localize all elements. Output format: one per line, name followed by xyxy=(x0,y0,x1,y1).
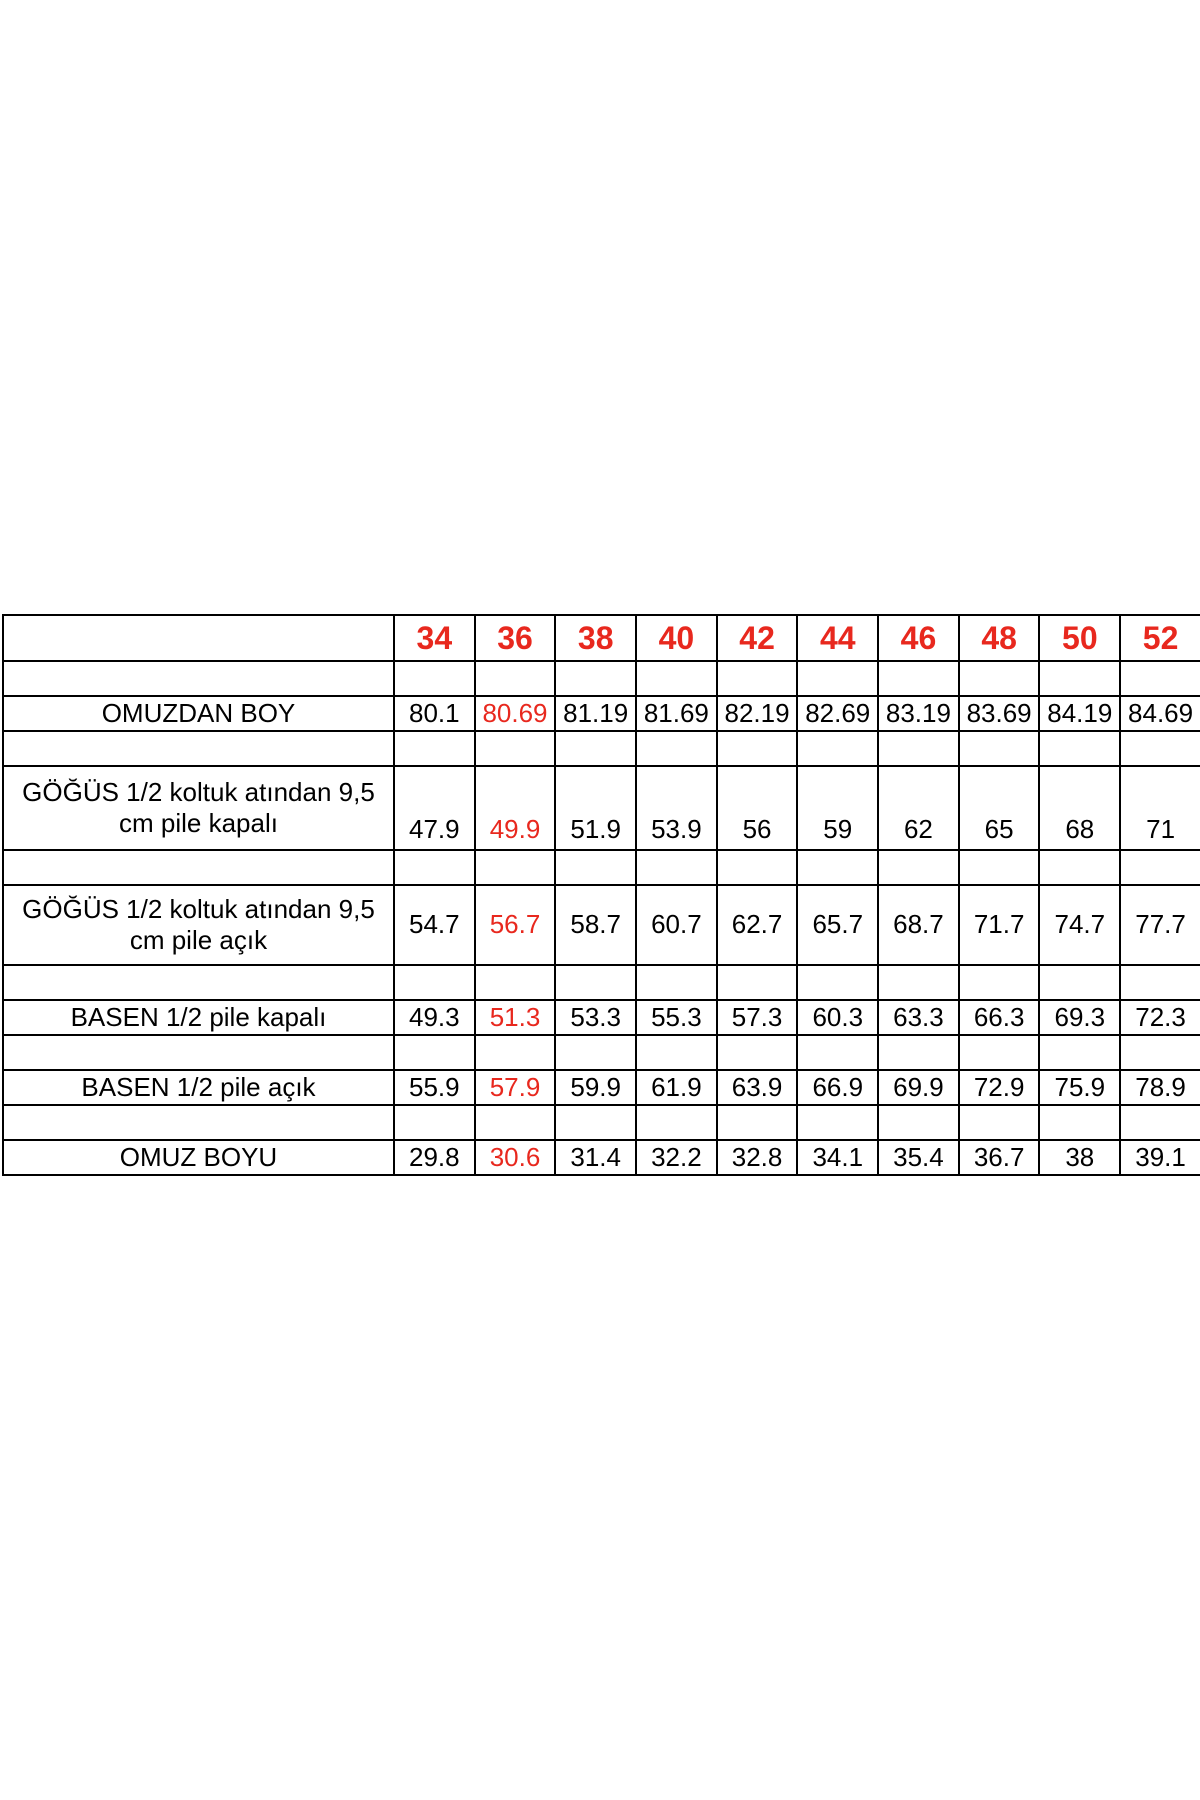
empty-cell xyxy=(475,1035,556,1070)
empty-cell xyxy=(717,850,798,885)
empty-cell xyxy=(475,850,556,885)
table-body xyxy=(3,615,1200,1175)
measurement-value: 56.7 xyxy=(475,885,556,965)
empty-cell xyxy=(1120,1105,1200,1140)
measurement-value: 72.3 xyxy=(1120,1000,1200,1035)
empty-cell xyxy=(394,661,475,696)
measurement-value: 68.7 xyxy=(878,885,959,965)
measurement-value: 53.3 xyxy=(555,1000,636,1035)
measurement-label: GÖĞÜS 1/2 koltuk atından 9,5 cm pile kapalı xyxy=(3,766,394,850)
measurement-row xyxy=(3,1000,1200,1035)
empty-cell xyxy=(797,850,878,885)
measurement-value: 34.1 xyxy=(797,1140,878,1175)
size-header-36: 36 xyxy=(475,615,556,661)
empty-cell xyxy=(475,965,556,1000)
empty-cell xyxy=(959,731,1040,766)
measurement-value: 78.9 xyxy=(1120,1070,1200,1105)
measurement-value: 63.3 xyxy=(878,1000,959,1035)
size-chart xyxy=(0,614,1200,1176)
measurement-value: 62 xyxy=(878,766,959,850)
empty-cell xyxy=(797,731,878,766)
size-header-50: 50 xyxy=(1039,615,1120,661)
empty-cell xyxy=(959,965,1040,1000)
measurement-value: 65 xyxy=(959,766,1040,850)
measurement-label: GÖĞÜS 1/2 koltuk atından 9,5 cm pile açık xyxy=(3,885,394,965)
measurement-value: 32.2 xyxy=(636,1140,717,1175)
measurement-value: 74.7 xyxy=(1039,885,1120,965)
empty-cell xyxy=(1039,850,1120,885)
measurement-value: 83.19 xyxy=(878,696,959,731)
measurement-value: 66.9 xyxy=(797,1070,878,1105)
measurement-value: 36.7 xyxy=(959,1140,1040,1175)
empty-cell xyxy=(1120,965,1200,1000)
empty-cell xyxy=(959,1105,1040,1140)
spacer-row xyxy=(3,731,1200,766)
measurement-value: 61.9 xyxy=(636,1070,717,1105)
empty-cell xyxy=(555,1035,636,1070)
measurement-value: 83.69 xyxy=(959,696,1040,731)
measurement-value: 60.3 xyxy=(797,1000,878,1035)
measurement-label: BASEN 1/2 pile açık xyxy=(3,1070,394,1105)
measurement-value: 69.3 xyxy=(1039,1000,1120,1035)
empty-cell xyxy=(394,731,475,766)
measurement-value: 84.69 xyxy=(1120,696,1200,731)
empty-cell xyxy=(636,1105,717,1140)
measurement-value: 31.4 xyxy=(555,1140,636,1175)
measurement-label: BASEN 1/2 pile kapalı xyxy=(3,1000,394,1035)
empty-cell xyxy=(1039,661,1120,696)
empty-cell xyxy=(1039,1035,1120,1070)
measurement-value: 84.19 xyxy=(1039,696,1120,731)
empty-cell xyxy=(3,1035,394,1070)
measurement-value: 58.7 xyxy=(555,885,636,965)
spacer-row xyxy=(3,1105,1200,1140)
measurement-value: 71.7 xyxy=(959,885,1040,965)
measurement-value: 49.3 xyxy=(394,1000,475,1035)
measurement-label: OMUZDAN BOY xyxy=(3,696,394,731)
empty-cell xyxy=(3,731,394,766)
empty-cell xyxy=(636,661,717,696)
empty-cell xyxy=(959,1035,1040,1070)
measurement-value: 38 xyxy=(1039,1140,1120,1175)
empty-cell xyxy=(475,731,556,766)
size-table xyxy=(2,614,1200,1176)
empty-cell xyxy=(717,965,798,1000)
size-header-40: 40 xyxy=(636,615,717,661)
measurement-value: 82.69 xyxy=(797,696,878,731)
empty-cell xyxy=(878,661,959,696)
measurement-value: 69.9 xyxy=(878,1070,959,1105)
spacer-row xyxy=(3,965,1200,1000)
measurement-row xyxy=(3,885,1200,965)
empty-cell xyxy=(3,965,394,1000)
measurement-value: 54.7 xyxy=(394,885,475,965)
empty-cell xyxy=(636,731,717,766)
empty-cell xyxy=(555,850,636,885)
measurement-value: 59 xyxy=(797,766,878,850)
size-header-38: 38 xyxy=(555,615,636,661)
empty-cell xyxy=(1039,1105,1120,1140)
empty-cell xyxy=(959,850,1040,885)
empty-cell xyxy=(1039,965,1120,1000)
empty-cell xyxy=(878,850,959,885)
measurement-value: 65.7 xyxy=(797,885,878,965)
measurement-value: 51.3 xyxy=(475,1000,556,1035)
empty-cell xyxy=(797,661,878,696)
empty-cell xyxy=(636,965,717,1000)
empty-cell xyxy=(555,661,636,696)
measurement-row xyxy=(3,696,1200,731)
measurement-value: 80.1 xyxy=(394,696,475,731)
size-header-46: 46 xyxy=(878,615,959,661)
empty-cell xyxy=(555,1105,636,1140)
empty-cell xyxy=(717,1105,798,1140)
empty-cell xyxy=(394,1035,475,1070)
empty-cell xyxy=(475,661,556,696)
measurement-value: 81.69 xyxy=(636,696,717,731)
empty-cell xyxy=(3,850,394,885)
measurement-value: 47.9 xyxy=(394,766,475,850)
empty-cell xyxy=(394,1105,475,1140)
measurement-value: 62.7 xyxy=(717,885,798,965)
empty-cell xyxy=(717,731,798,766)
empty-cell xyxy=(878,1035,959,1070)
empty-cell xyxy=(1120,661,1200,696)
empty-cell xyxy=(797,1035,878,1070)
measurement-value: 55.3 xyxy=(636,1000,717,1035)
empty-cell xyxy=(797,1105,878,1140)
empty-cell xyxy=(878,965,959,1000)
size-header-34: 34 xyxy=(394,615,475,661)
spacer-row xyxy=(3,661,1200,696)
corner-cell xyxy=(3,615,394,661)
empty-cell xyxy=(717,1035,798,1070)
measurement-value: 71 xyxy=(1120,766,1200,850)
measurement-value: 66.3 xyxy=(959,1000,1040,1035)
empty-cell xyxy=(1039,731,1120,766)
empty-cell xyxy=(1120,731,1200,766)
measurement-row xyxy=(3,1070,1200,1105)
measurement-value: 60.7 xyxy=(636,885,717,965)
measurement-value: 80.69 xyxy=(475,696,556,731)
measurement-value: 39.1 xyxy=(1120,1140,1200,1175)
empty-cell xyxy=(1120,850,1200,885)
measurement-row xyxy=(3,766,1200,850)
empty-cell xyxy=(636,1035,717,1070)
measurement-value: 59.9 xyxy=(555,1070,636,1105)
empty-cell xyxy=(3,1105,394,1140)
size-header-52: 52 xyxy=(1120,615,1200,661)
measurement-value: 63.9 xyxy=(717,1070,798,1105)
measurement-value: 57.3 xyxy=(717,1000,798,1035)
measurement-label: OMUZ BOYU xyxy=(3,1140,394,1175)
measurement-value: 82.19 xyxy=(717,696,798,731)
size-header-row xyxy=(3,615,1200,661)
size-header-42: 42 xyxy=(717,615,798,661)
empty-cell xyxy=(555,965,636,1000)
empty-cell xyxy=(394,850,475,885)
measurement-value: 35.4 xyxy=(878,1140,959,1175)
measurement-value: 49.9 xyxy=(475,766,556,850)
measurement-value: 56 xyxy=(717,766,798,850)
empty-cell xyxy=(878,731,959,766)
measurement-value: 75.9 xyxy=(1039,1070,1120,1105)
empty-cell xyxy=(475,1105,556,1140)
measurement-value: 29.8 xyxy=(394,1140,475,1175)
measurement-value: 68 xyxy=(1039,766,1120,850)
size-header-44: 44 xyxy=(797,615,878,661)
empty-cell xyxy=(959,661,1040,696)
spacer-row xyxy=(3,1035,1200,1070)
spacer-row xyxy=(3,850,1200,885)
empty-cell xyxy=(878,1105,959,1140)
empty-cell xyxy=(717,661,798,696)
empty-cell xyxy=(797,965,878,1000)
measurement-value: 57.9 xyxy=(475,1070,556,1105)
measurement-value: 30.6 xyxy=(475,1140,556,1175)
empty-cell xyxy=(3,661,394,696)
measurement-value: 77.7 xyxy=(1120,885,1200,965)
measurement-value: 51.9 xyxy=(555,766,636,850)
measurement-value: 55.9 xyxy=(394,1070,475,1105)
measurement-row xyxy=(3,1140,1200,1175)
empty-cell xyxy=(636,850,717,885)
measurement-value: 32.8 xyxy=(717,1140,798,1175)
empty-cell xyxy=(394,965,475,1000)
empty-cell xyxy=(555,731,636,766)
empty-cell xyxy=(1120,1035,1200,1070)
measurement-value: 72.9 xyxy=(959,1070,1040,1105)
size-header-48: 48 xyxy=(959,615,1040,661)
measurement-value: 81.19 xyxy=(555,696,636,731)
measurement-value: 53.9 xyxy=(636,766,717,850)
